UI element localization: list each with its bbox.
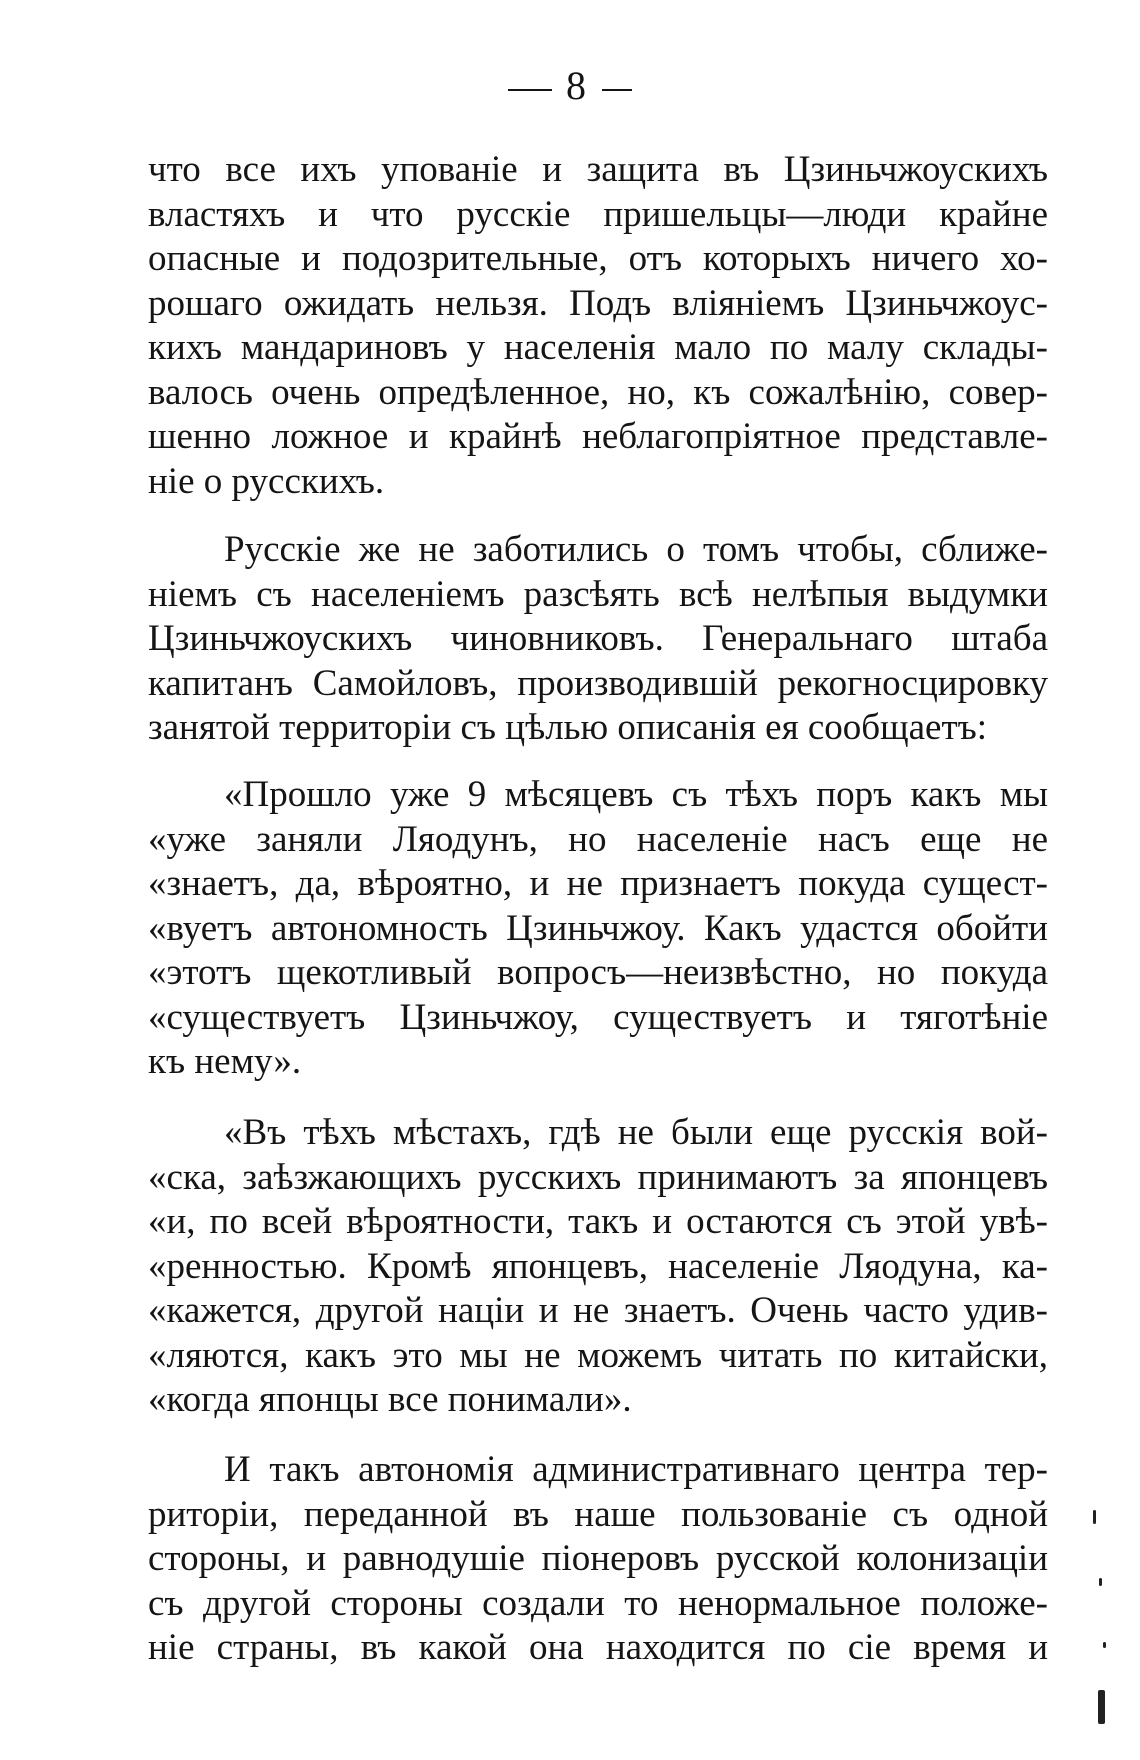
paragraph-3-quote [148, 773, 1048, 1085]
text-line: что все ихъ упованіе и защита въ Цзиньчжоускихъ [148, 149, 1048, 190]
text-line: кихъ мандариновъ у населенія мало по малу склады- [148, 327, 1048, 368]
page-number-right-dash [602, 89, 632, 91]
scan-speck [1098, 1690, 1105, 1724]
text-line: «и, по всей вѣроятности, такъ и остаются съ этой увѣ- [148, 1201, 1048, 1242]
text-line: съ другой стороны создали то ненормальное положе- [148, 1582, 1048, 1624]
text-line: ніемъ съ населеніемъ разсѣять всѣ нелѣпыя выдумки [148, 573, 1048, 615]
text-line: Русскіе же не заботились о томъ чтобы, сближе- [224, 529, 1048, 570]
scan-speck [1103, 1642, 1106, 1648]
text-line: «Прошло уже 9 мѣсяцевъ съ тѣхъ поръ какъ мы [224, 774, 1048, 815]
text-line: валось очень опредѣленное, но, къ сожалѣнію, совер- [148, 371, 1048, 413]
text-line: ніе страны, въ какой она находится по сіе время и [148, 1627, 1048, 1668]
text-line: властяхъ и что русскіе пришельцы—люди крайне [148, 193, 1048, 235]
text-line: къ нему». [148, 1041, 302, 1082]
text-line: «ренностью. Кромѣ японцевъ, населеніе Ляодуна, ка- [148, 1245, 1048, 1287]
text-line: ніе о русскихъ. [148, 460, 385, 502]
text-line: «ляются, какъ это мы не можемъ читать по китайски, [148, 1334, 1048, 1376]
paragraph-4-quote [148, 1111, 1048, 1423]
text-line: «вуетъ автономность Цзиньчжоу. Какъ удастся обойти [148, 907, 1048, 949]
text-line: «ска, заѣзжающихъ русскихъ принимаютъ за японцевъ [148, 1156, 1048, 1198]
text-line: «этотъ щекотливый вопросъ—неизвѣстно, но покуда [148, 952, 1048, 993]
page-number: 8 [566, 63, 588, 108]
text-line: шенно ложное и крайнѣ неблагопріятное представле- [148, 416, 1048, 457]
text-line: опасные и подозрительные, отъ которыхъ ничего хо- [148, 238, 1048, 279]
text-line: «когда японцы все понимали». [148, 1379, 632, 1420]
text-line: «уже заняли Ляодунъ, но населеніе насъ еще не [148, 818, 1048, 860]
page-number-left-dash [508, 89, 552, 91]
paragraph-2 [148, 528, 1048, 751]
scan-speck [1093, 1510, 1096, 1524]
text-line: «кажется, другой націи и не знаетъ. Очень часто удив- [148, 1290, 1048, 1331]
text-line: «знаетъ, да, вѣроятно, и не признаетъ покуда сущест- [148, 863, 1048, 904]
text-line: капитанъ Самойловъ, производившій рекогносцировку [148, 662, 1048, 704]
text-line: занятой территоріи съ цѣлью описанія ея сообщаетъ: [148, 707, 988, 748]
text-line: И такъ автономія административнаго центра тер- [224, 1449, 1048, 1490]
text-line: «существуетъ Цзиньчжоу, существуетъ и тяготѣніе [148, 996, 1048, 1038]
paragraph-1 [148, 148, 1048, 504]
text-line: риторіи, переданной въ наше пользованіе съ одной [148, 1493, 1048, 1535]
text-line: «Въ тѣхъ мѣстахъ, гдѣ не были еще русскія вой- [224, 1112, 1048, 1153]
scan-speck [1099, 1578, 1102, 1586]
text-line: Цзиньчжоускихъ чиновниковъ. Генеральнаго штаба [148, 618, 1048, 659]
text-line: рошаго ожидать нельзя. Подъ вліяніемъ Цзиньчжоус- [148, 282, 1048, 324]
page-number-header [0, 62, 1140, 109]
paragraph-5 [148, 1448, 1048, 1671]
text-line: стороны, и равнодушіе піонеровъ русской колонизаціи [148, 1538, 1048, 1579]
